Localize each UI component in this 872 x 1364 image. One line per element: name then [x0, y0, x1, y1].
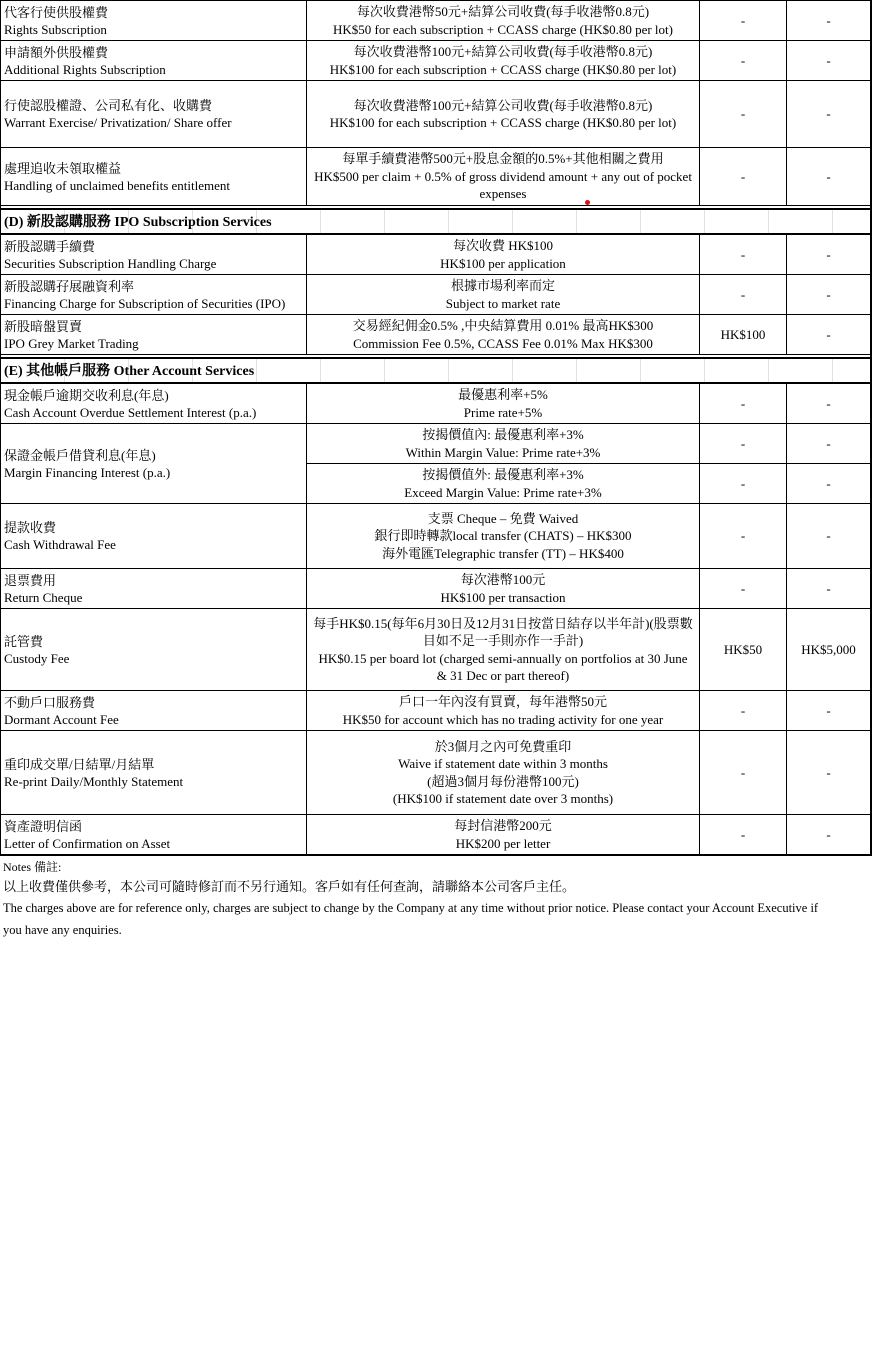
- fee-line: Exceed Margin Value: Prime rate+3%: [404, 484, 602, 500]
- fee-description-cell: [307, 275, 700, 314]
- table-row: [1, 504, 870, 569]
- table-row: [1, 731, 870, 815]
- fee-line: 每次收費港幣100元+結算公司收費(每手收港幣0.8元): [353, 97, 653, 113]
- fee-value-cell: -: [700, 235, 787, 274]
- fee-item-cell: [1, 609, 307, 690]
- fee-item-cell: [1, 731, 307, 814]
- fee-value-cell: -: [700, 815, 787, 854]
- fee-item-name-zh: 申請額外供股權費: [4, 44, 109, 60]
- fee-description-cell: [307, 691, 700, 730]
- fee-line: HK$0.15 per board lot (charged semi-annually on portfolios at 30 June & 31 Dec or part thereof): [318, 650, 688, 683]
- fee-item-name-zh: 處理追收未領取權益: [4, 160, 122, 176]
- table-row: [1, 384, 870, 424]
- fee-item-name-zh: 現金帳戶逾期交收利息(年息): [4, 387, 169, 403]
- fee-item-cell: [1, 315, 307, 354]
- notes-title: Notes 備註:: [3, 860, 62, 874]
- fee-value-cell: -: [700, 424, 787, 463]
- fee-item-name-en: Securities Subscription Handling Charge: [4, 255, 217, 271]
- fee-item-cell: [1, 424, 307, 503]
- fee-line: HK$200 per letter: [455, 835, 551, 851]
- fee-item-name-zh: 新股認購孖展融資利率: [4, 278, 135, 294]
- fee-item-cell: [1, 569, 307, 608]
- fee-item-name-en: Dormant Account Fee: [4, 711, 119, 727]
- fee-line: HK$100 per transaction: [440, 589, 566, 605]
- fee-line: 海外電匯Telegraphic transfer (TT) – HK$400: [382, 545, 624, 561]
- fee-description-cell: [307, 235, 700, 274]
- fee-value-cell: -: [826, 246, 831, 262]
- fee-item-name-en: Rights Subscription: [4, 21, 107, 37]
- fee-item-cell: [1, 81, 307, 147]
- fee-description-cell: [307, 731, 700, 814]
- fee-value-cell: -: [826, 826, 831, 842]
- fee-line: Waive if statement date within 3 months: [398, 756, 608, 771]
- fee-value-cell: HK$100: [700, 315, 787, 354]
- fee-item-cell: [1, 384, 307, 423]
- fee-value-cell: -: [700, 1, 787, 40]
- fee-line: 於3個月之內可免費重印: [434, 738, 572, 754]
- fee-item-name-zh: 新股認購手續費: [4, 238, 96, 254]
- fee-line: 每次收費港幣100元+結算公司收費(每手收港幣0.8元): [353, 44, 653, 59]
- table-row: [1, 148, 870, 206]
- fee-item-name-en: Warrant Exercise/ Privatization/ Share offer: [4, 115, 232, 130]
- fee-line: HK$50 for each subscription + CCASS charge (HK$0.80 per lot): [333, 21, 673, 37]
- fee-value-cell: HK$5,000: [801, 641, 856, 657]
- fee-line: 按揭價值外: 最優惠利率+3%: [422, 467, 584, 482]
- fee-value-cell: -: [826, 168, 831, 184]
- fee-line: Prime rate+5%: [463, 404, 543, 420]
- fee-description-cell: [307, 384, 700, 423]
- fee-value-cell: -: [826, 106, 831, 121]
- table-row: [1, 81, 870, 148]
- fee-value-cell: -: [826, 528, 831, 543]
- fee-description-cell: [307, 569, 700, 608]
- fee-description-cell: [307, 609, 700, 690]
- fee-line: HK$100 per application: [440, 255, 566, 271]
- fee-line: 每次收費 HK$100: [452, 238, 554, 253]
- notes-section: [0, 856, 872, 941]
- fee-item-name-zh: 託管費: [4, 633, 44, 649]
- fee-item-cell: [1, 235, 307, 274]
- fee-line: 每封信港幣200元: [454, 818, 552, 833]
- fee-description-cell: [307, 424, 700, 463]
- fee-item-cell: [1, 504, 307, 568]
- fee-item-name-en: Letter of Confirmation on Asset: [4, 835, 171, 851]
- notes-line-zh: 以上收費僅供參考，本公司可隨時修訂而不另行通知。客戶如有任何查詢，請聯絡本公司客戶主任。: [3, 879, 576, 894]
- fee-item-name-zh: 保證金帳戶借貸利息(年息): [4, 447, 156, 463]
- table-row: [1, 424, 870, 504]
- fee-item-cell: [1, 815, 307, 854]
- fee-description-cell: [307, 81, 700, 147]
- fee-line: HK$500 per claim + 0.5% of gross dividend amount + any out of pocket expenses: [314, 168, 692, 202]
- fee-description-cell: [307, 315, 700, 354]
- sub-row: [307, 464, 870, 503]
- section-header-e: (E) 其他帳戶服務 Other Account Services: [1, 357, 870, 384]
- fee-item-name-zh: 重印成交單/日結單/月結單: [4, 756, 155, 772]
- fee-value-cell: -: [826, 475, 831, 491]
- fee-item-name-en: IPO Grey Market Trading: [4, 335, 139, 351]
- sub-row: [307, 424, 870, 464]
- table-row: [1, 691, 870, 731]
- fee-line: 每手HK$0.15(每年6月30日及12月31日按當日結存以半年計)(股票數目如不足一手則亦作一手計): [313, 615, 693, 648]
- fee-value-cell: -: [700, 504, 787, 568]
- fee-value-cell: -: [826, 764, 831, 780]
- fee-item-name-en: Custody Fee: [4, 650, 70, 666]
- fee-item-name-en: Financing Charge for Subscription of Securities (IPO): [4, 295, 286, 311]
- fee-item-name-en: Cash Account Overdue Settlement Interest (p.a.): [4, 404, 257, 420]
- fee-line: 根據市場利率而定: [450, 278, 555, 293]
- fee-item-cell: [1, 691, 307, 730]
- fee-line: HK$100 for each subscription + CCASS charge (HK$0.80 per lot): [329, 115, 677, 130]
- fee-item-name-zh: 不動戶口服務費: [4, 694, 96, 710]
- fee-description-cell: [307, 148, 700, 205]
- fee-value-cell: -: [826, 326, 831, 342]
- fee-item-name-zh: 資產證明信函: [4, 818, 83, 834]
- fee-line: 每次收費港幣50元+結算公司收費(每手收港幣0.8元): [356, 4, 650, 19]
- fee-item-name-zh: 新股暗盤買賣: [4, 318, 83, 334]
- table-row: [1, 1, 870, 41]
- red-dot-marker: [585, 200, 590, 205]
- fee-line: 每次港幣100元: [460, 572, 546, 587]
- fee-line: Within Margin Value: Prime rate+3%: [405, 444, 601, 460]
- fee-line: 支票 Cheque – 免費 Waived: [427, 510, 579, 526]
- table-row: [1, 609, 870, 691]
- fee-value-cell: -: [700, 569, 787, 608]
- fee-item-name-zh: 退票費用: [4, 572, 57, 588]
- fee-line: Commission Fee 0.5%, CCASS Fee 0.01% Max HK$300: [353, 335, 653, 351]
- fee-value-cell: -: [826, 286, 831, 302]
- fee-item-cell: [1, 1, 307, 40]
- fee-line: HK$100 for each subscription + CCASS charge (HK$0.80 per lot): [329, 61, 677, 77]
- table-row: [1, 569, 870, 609]
- fee-item-cell: [1, 275, 307, 314]
- fee-description-cell: [307, 815, 700, 854]
- fee-value-cell: -: [700, 384, 787, 423]
- fee-line: 銀行即時轉款local transfer (CHATS) – HK$300: [374, 528, 632, 544]
- fee-line: 每單手續費港幣500元+股息金額的0.5%+其他相關之費用: [342, 151, 664, 167]
- fee-line: Subject to market rate: [445, 295, 561, 311]
- fee-value-cell: -: [700, 275, 787, 314]
- fee-value-cell: -: [700, 691, 787, 730]
- table-row: [1, 41, 870, 81]
- fee-item-name-en: Cash Withdrawal Fee: [4, 537, 116, 552]
- fee-line: HK$50 for account which has no trading activity for one year: [342, 711, 664, 727]
- fee-description-cell: [307, 504, 700, 568]
- fee-line: 交易經紀佣金0.5% ,中央結算費用 0.01% 最高HK$300: [352, 318, 654, 333]
- fee-item-name-en: Handling of unclaimed benefits entitlement: [4, 177, 230, 193]
- fee-item-name-en: Re-print Daily/Monthly Statement: [4, 773, 184, 789]
- fee-value-cell: -: [826, 52, 831, 68]
- fee-line: (HK$100 if statement date over 3 months): [392, 791, 614, 806]
- fee-item-name-en: Additional Rights Subscription: [4, 61, 166, 77]
- fee-value-cell: -: [700, 81, 787, 147]
- fee-item-cell: [1, 41, 307, 80]
- notes-line-en: The charges above are for reference only, charges are subject to change by the Company at any time without prior notice. Please contact your Account Executive if you have any enquiries.: [3, 901, 819, 937]
- fee-description-cell: [307, 41, 700, 80]
- section-header-d: (D) 新股認購服務 IPO Subscription Services: [1, 208, 870, 235]
- fee-value-cell: -: [700, 731, 787, 814]
- fee-line: 戶口一年內沒有買賣，每年港幣50元: [398, 694, 607, 709]
- fee-item-name-en: Return Cheque: [4, 589, 83, 605]
- fee-value-cell: -: [826, 580, 831, 596]
- sub-rows: [307, 424, 870, 503]
- fee-value-cell: -: [826, 395, 831, 411]
- fee-item-name-en: Margin Financing Interest (p.a.): [4, 464, 171, 480]
- fee-value-cell: -: [826, 12, 831, 28]
- fee-line: (超過3個月每份港幣100元): [427, 773, 579, 789]
- fee-item-name-zh: 行使認股權證、公司私有化、收購費: [4, 98, 213, 113]
- fee-description-cell: [307, 1, 700, 40]
- fee-value-cell: -: [700, 41, 787, 80]
- fee-item-name-zh: 代客行使供股權費: [4, 4, 109, 20]
- fee-description-cell: [307, 464, 700, 503]
- table-row: [1, 275, 870, 315]
- table-row: [1, 315, 870, 355]
- fee-item-cell: [1, 148, 307, 205]
- fee-item-name-zh: 提款收費: [4, 520, 57, 535]
- fee-value-cell: -: [826, 435, 831, 451]
- fee-line: 最優惠利率+5%: [458, 387, 548, 402]
- fee-value-cell: -: [700, 148, 787, 205]
- fee-value-cell: HK$50: [700, 609, 787, 690]
- fee-line: 按揭價值內: 最優惠利率+3%: [422, 427, 584, 442]
- table-row: [1, 815, 870, 854]
- table-row: [1, 235, 870, 275]
- fee-value-cell: -: [700, 464, 787, 503]
- fee-value-cell: -: [826, 702, 831, 718]
